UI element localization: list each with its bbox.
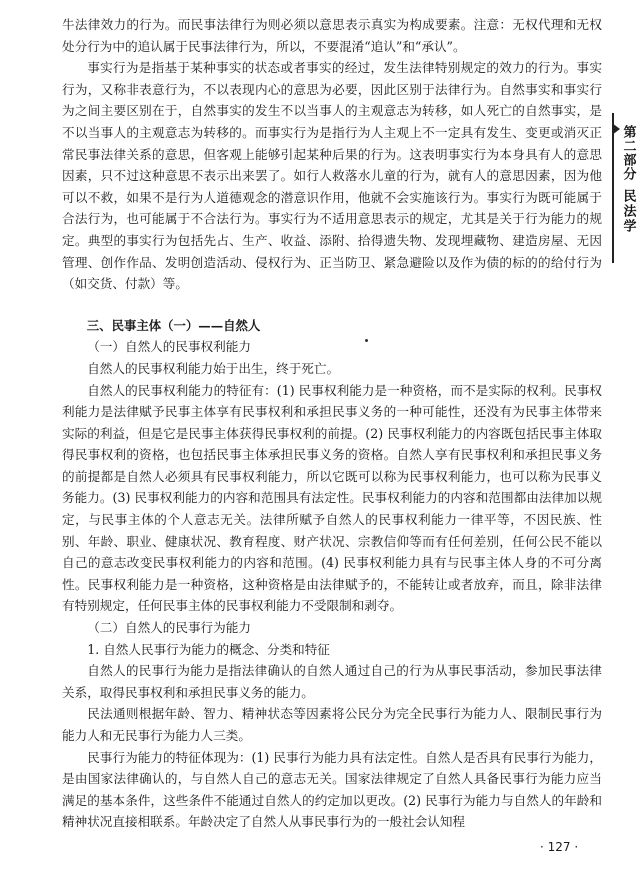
paragraph-behavior-features: 民事行为能力的特征体现为：(1) 民事行为能力具有法定性。自然人是否具有民事行为能力，是由国家法律确认的，与自然人自己的意志无关。国家法律规定了自然人具备民事行为能力应当满足的基本条件，这些条件不能通过自然人的约定加以更改。(2) 民事行为能力与自然人的年龄和精神状况直接相联系。年龄决定了自然人从事民事行为的一般社会认知程 (62, 749, 602, 830)
paragraph-continued: 牛法律效力的行为。而民事法律行为则必须以意思表示真实为构成要素。注意：无权代理和无权处分行为中的追认属于民事法律行为，所以，不要混淆“追认”和“承认”。 (62, 17, 602, 54)
subsection-heading-2: （二）自然人的民事行为能力 (87, 620, 251, 636)
side-tab-subject: 民法学 (620, 189, 636, 234)
body-text (62, 14, 602, 833)
paragraph-capacity-features: 自然人的民事权利能力的特征有：(1) 民事权利能力是一种资格，而不是实际的权利。民事权利能力是法律赋予民事主体享有民事权利和承担民事义务的一种可能性，还没有为民事主体带来实际的利益，但是它是民事主体获得民事权利的前提。(2) 民事权利能力的内容既包括民事主体取得民事权利的资格，也包括民事主体承担民事义务的资格。自然人享有民事权利和承担民事义务的前提都是自然人必须具有民事权利能力，所以它既可以称为民事权利能力，也可以称为民事义务能力。(3) 民事权利能力的内容和范围具有法定性。民事权利能力的内容和范围都由法律加以规定，与民事主体的个人意志无关。法律所赋予自然人的民事权利能力一律平等，不因民族、性别、年龄、职业、健康状况、教育程度、财产状况、宗教信仰等而有任何差别，任何公民不能以自己的意志改变民事权利能力的内容和范围。(4) 民事权利能力具有与民事主体人身的不可分离性。民事权利能力是一种资格，这种资格是由法律赋予的，不能转让或者放弃，而且，除非法律有特别规定，任何民事主体的民事权利能力不受限制和剥夺。 (62, 382, 602, 614)
chapter-side-tab (612, 113, 640, 263)
section-spacer (62, 295, 602, 315)
paragraph-capacity-begin: 自然人的民事权利能力始于出生，终于死亡。 (87, 360, 340, 376)
stray-dot (365, 339, 368, 342)
tab-marker-icon (612, 123, 620, 135)
paragraph-behavior-classes: 民法通则根据年龄、智力、精神状态等因素将公民分为完全民事行为能力人、限制民事行为能力人和无民事行为能力人三类。 (62, 706, 602, 743)
side-tab-part: 第二部分 (620, 125, 636, 181)
page-number: · 127 · (540, 840, 579, 854)
subsection-heading-2-1: 1. 自然人民事行为能力的概念、分类和特征 (87, 641, 330, 657)
paragraph-fact-act: 事实行为是指基于某种事实的状态或者事实的经过，发生法律特别规定的效力的行为。事实行为，又称非表意行为，不以表现内心的意思为必要，因此区别于法律行为。自然事实和事实行为之间主要区别在于，自然事实的发生不以当事人的主观意志为转移，如人死亡的自然事实，是不以当事人的主观意志为转移的。而事实行为是指行为人主观上不一定具有发生、变更或消灭正常民事法律关系的意思，但客观上能够引起某种后果的行为。这表明事实行为本身具有人的意思因素，只不过这种意思不表示出来罢了。如行人救落水儿童的行为，就有人的意思因素，因为他可以不救，如果不是行为人道德观念的潜意识作用，他就不会实施该行为。事实行为既可能属于合法行为，也可能属于不合法行为。事实行为不适用意思表示的规定，尤其是关于行为能力的规定。典型的事实行为包括先占、生产、收益、添附、拾得遗失物、发现埋藏物、建造房屋、无因管理、创作作品、发明创造活动、侵权行为、正当防卫、紧急避险以及作为债的标的的给付行为（如交货、付款）等。 (62, 60, 602, 292)
section-heading: 三、民事主体（一）——自然人 (86, 317, 261, 333)
subsection-heading-1: （一）自然人的民事权利能力 (87, 339, 251, 355)
paragraph-behavior-definition: 自然人的民事行为能力是指法律确认的自然人通过自己的行为从事民事活动，参加民事法律关系，取得民事权利和承担民事义务的能力。 (62, 663, 602, 700)
